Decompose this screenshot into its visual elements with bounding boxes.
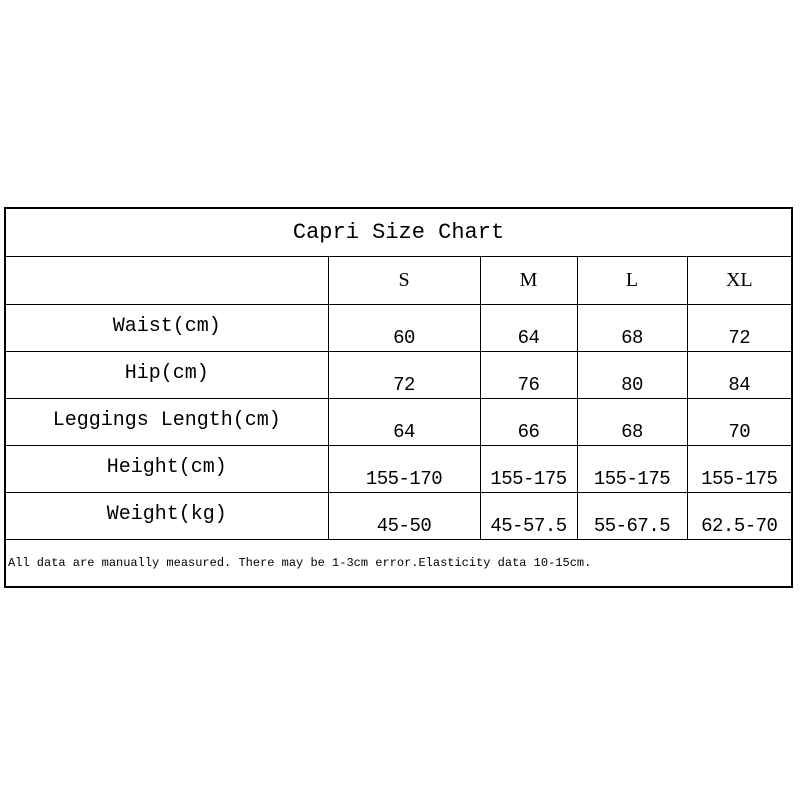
table-row: [6, 399, 791, 446]
table-row: [6, 493, 791, 540]
measurement-note: All data are manually measured. There may be 1-3cm error.Elasticity data 10-15cm.: [6, 540, 791, 587]
header-corner: [6, 257, 328, 305]
size-header: M: [480, 257, 577, 305]
table-cell: 60: [328, 305, 480, 352]
table-cell: 84: [687, 352, 791, 399]
size-chart: [4, 207, 793, 588]
table-cell: 155-175: [577, 446, 687, 493]
table-cell: 64: [328, 399, 480, 446]
table-cell: 72: [687, 305, 791, 352]
table-cell: 64: [480, 305, 577, 352]
table-cell: 155-170: [328, 446, 480, 493]
table-cell: 68: [577, 399, 687, 446]
table-cell: 66: [480, 399, 577, 446]
table-cell: 62.5-70: [687, 493, 791, 540]
row-label: Hip(cm): [6, 352, 328, 399]
size-header: S: [328, 257, 480, 305]
table-row: [6, 305, 791, 352]
row-label: Waist(cm): [6, 305, 328, 352]
note-row: [6, 540, 791, 587]
title-row: [6, 209, 791, 257]
table-cell: 55-67.5: [577, 493, 687, 540]
table-cell: 70: [687, 399, 791, 446]
table-row: [6, 352, 791, 399]
table-cell: 76: [480, 352, 577, 399]
table-cell: 80: [577, 352, 687, 399]
table-cell: 45-57.5: [480, 493, 577, 540]
table-cell: 155-175: [687, 446, 791, 493]
chart-title: Capri Size Chart: [6, 209, 791, 257]
size-chart-table: [6, 209, 791, 586]
size-header: L: [577, 257, 687, 305]
table-cell: 72: [328, 352, 480, 399]
size-header: XL: [687, 257, 791, 305]
row-label: Leggings Length(cm): [6, 399, 328, 446]
row-label: Weight(kg): [6, 493, 328, 540]
table-row: [6, 446, 791, 493]
table-cell: 155-175: [480, 446, 577, 493]
size-header-row: [6, 257, 791, 305]
row-label: Height(cm): [6, 446, 328, 493]
table-cell: 68: [577, 305, 687, 352]
table-cell: 45-50: [328, 493, 480, 540]
